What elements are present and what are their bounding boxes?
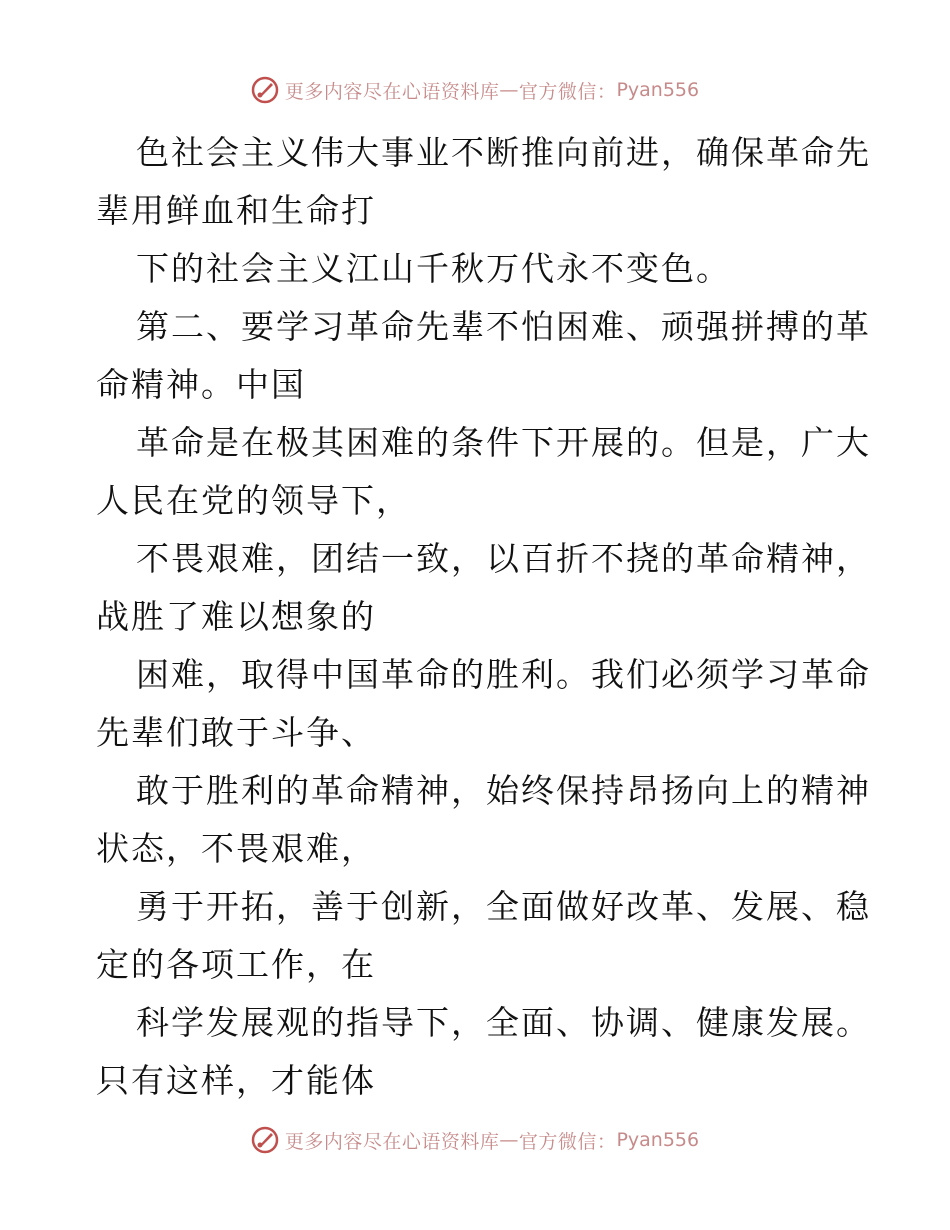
body-line: 定的各项工作，在 (96, 945, 376, 984)
quill-logo-icon (251, 76, 279, 104)
body-line: 辈用鲜血和生命打 (96, 191, 376, 230)
body-line: 色社会主义伟大事业不断推向前进，确保革命先 (136, 133, 871, 172)
banner-wechat-id: Pyan556 (616, 79, 700, 101)
body-line: 困难，取得中国革命的胜利。我们必须学习革命 (136, 655, 871, 694)
document-body (96, 124, 871, 1110)
body-line: 状态，不畏艰难， (96, 829, 376, 868)
body-line: 勇于开拓，善于创新，全面做好改革、发展、稳 (136, 887, 871, 926)
banner-wechat-label: 官方微信： (518, 1130, 617, 1153)
body-line: 先辈们敢于斗争、 (96, 713, 376, 752)
body-line: 只有这样，才能体 (96, 1061, 376, 1100)
body-line: 革命是在极其困难的条件下开展的。但是，广大 (136, 423, 871, 462)
banner-slogan: 更多内容尽在心语资料库 (284, 1130, 500, 1153)
banner-wechat-id: Pyan556 (616, 1129, 700, 1151)
body-line: 人民在党的领导下， (96, 481, 411, 520)
body-line: 第二、要学习革命先辈不怕困难、顽强拼搏的革 (136, 307, 871, 346)
banner-separator: — (499, 79, 519, 101)
quill-logo-icon (251, 1126, 279, 1154)
banner-wechat-label: 官方微信： (518, 80, 617, 103)
body-line: 命精神。中国 (96, 365, 306, 404)
banner-slogan: 更多内容尽在心语资料库 (284, 80, 500, 103)
body-line: 敢于胜利的革命精神，始终保持昂扬向上的精神 (136, 771, 871, 810)
body-line: 下的社会主义江山千秋万代永不变色。 (136, 249, 731, 288)
footer-banner (0, 1120, 950, 1160)
header-banner (0, 70, 950, 110)
banner-separator: — (499, 1129, 519, 1151)
body-line: 不畏艰难，团结一致，以百折不挠的革命精神， (136, 539, 871, 578)
body-line: 战胜了难以想象的 (96, 597, 376, 636)
body-line: 科学发展观的指导下，全面、协调、健康发展。 (136, 1003, 871, 1042)
